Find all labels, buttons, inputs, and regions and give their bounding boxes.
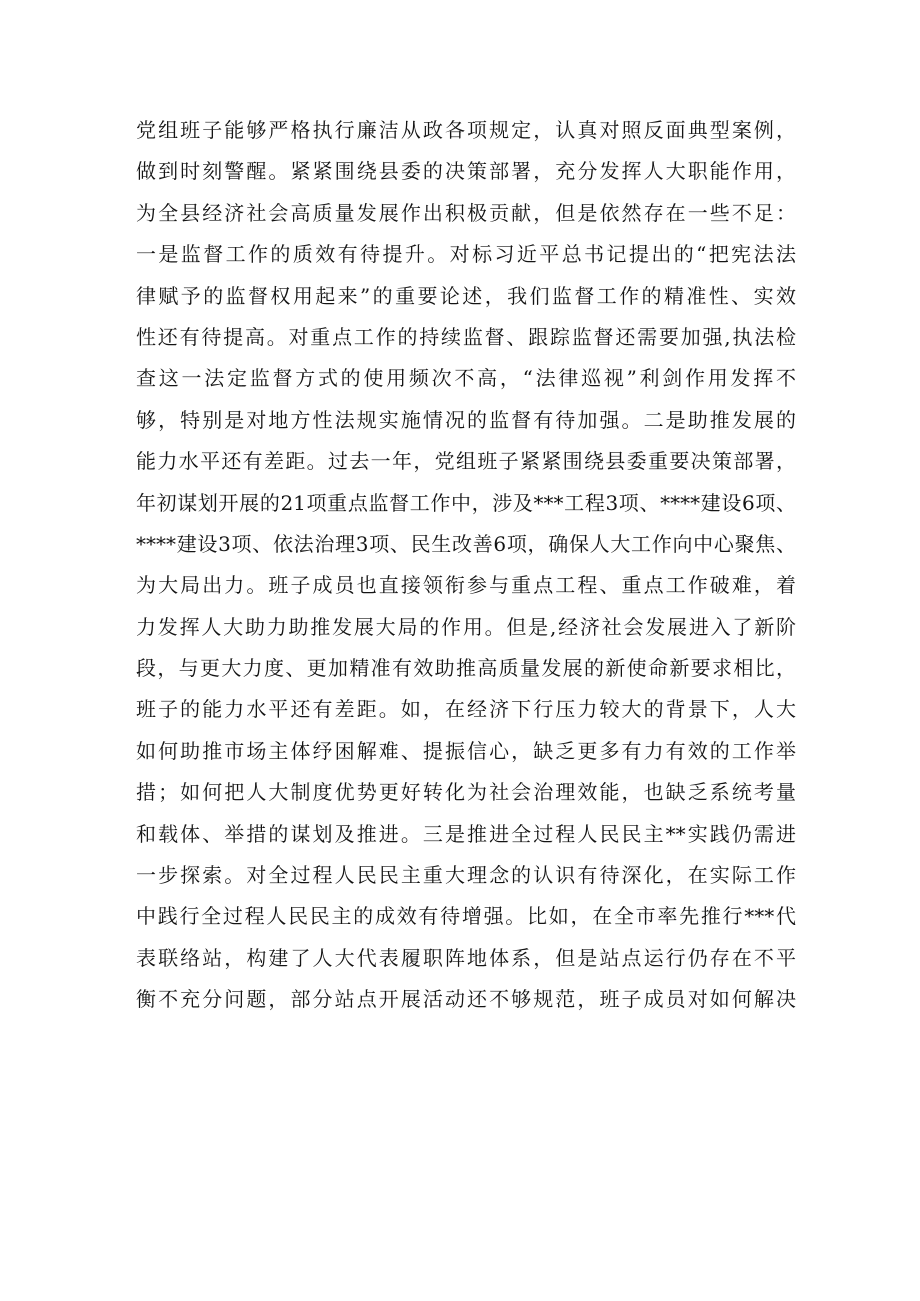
text-line: 党组班子能够严格执行廉洁从政各项规定，认真对照反面典型案例， bbox=[136, 118, 796, 142]
text-line: 够，特别是对地方性法规实施情况的监督有待加强。二是助推发展的 bbox=[136, 407, 796, 432]
text-line: 律赋予的监督权用起来”的重要论述，我们监督工作的精准性、实效 bbox=[136, 283, 796, 308]
text-line: 年初谋划开展的21项重点监督工作中，涉及***工程3项、****建设6项、 bbox=[136, 490, 796, 515]
text-line: ****建设3项、依法治理3项、民生改善6项，确保人大工作向中心聚焦、 bbox=[136, 531, 796, 556]
text-line: 和载体、举措的谋划及推进。三是推进全过程人民民主**实践仍需进 bbox=[136, 821, 796, 846]
text-line: 力发挥人大助力助推发展大局的作用。但是,经济社会发展进入了新阶 bbox=[136, 614, 796, 639]
text-line: 段，与更大力度、更加精准有效助推高质量发展的新使命新要求相比， bbox=[136, 656, 796, 681]
text-line: 为大局出力。班子成员也直接领衔参与重点工程、重点工作破难，着 bbox=[136, 573, 796, 598]
text-line: 衡不充分问题，部分站点开展活动还不够规范，班子成员对如何解决 bbox=[136, 987, 796, 1012]
text-line: 班子的能力水平还有差距。如，在经济下行压力较大的背景下，人大 bbox=[136, 697, 796, 722]
text-line: 如何助推市场主体纾困解难、提振信心，缺乏更多有力有效的工作举 bbox=[136, 738, 796, 763]
text-line: 为全县经济社会高质量发展作出积极贡献，但是依然存在一些不足： bbox=[136, 200, 796, 225]
text-line: 能力水平还有差距。过去一年，党组班子紧紧围绕县委重要决策部署， bbox=[136, 449, 796, 474]
text-line: 中践行全过程人民民主的成效有待增强。比如，在全市率先推行***代 bbox=[136, 904, 796, 929]
text-line: 性还有待提高。对重点工作的持续监督、跟踪监督还需要加强,执法检 bbox=[136, 324, 796, 349]
text-line: 措；如何把人大制度优势更好转化为社会治理效能，也缺乏系统考量 bbox=[136, 780, 796, 805]
text-line: 一是监督工作的质效有待提升。对标习近平总书记提出的“把宪法法 bbox=[136, 242, 796, 267]
body-text bbox=[136, 110, 796, 1021]
text-line: 查这一法定监督方式的使用频次不高，“法律巡视”利剑作用发挥不 bbox=[136, 366, 796, 391]
text-line: 表联络站，构建了人大代表履职阵地体系，但是站点运行仍存在不平 bbox=[136, 945, 796, 970]
text-line: 做到时刻警醒。紧紧围绕县委的决策部署，充分发挥人大职能作用， bbox=[136, 159, 796, 184]
text-line: 一步探索。对全过程人民民主重大理念的认识有待深化，在实际工作 bbox=[136, 863, 796, 888]
